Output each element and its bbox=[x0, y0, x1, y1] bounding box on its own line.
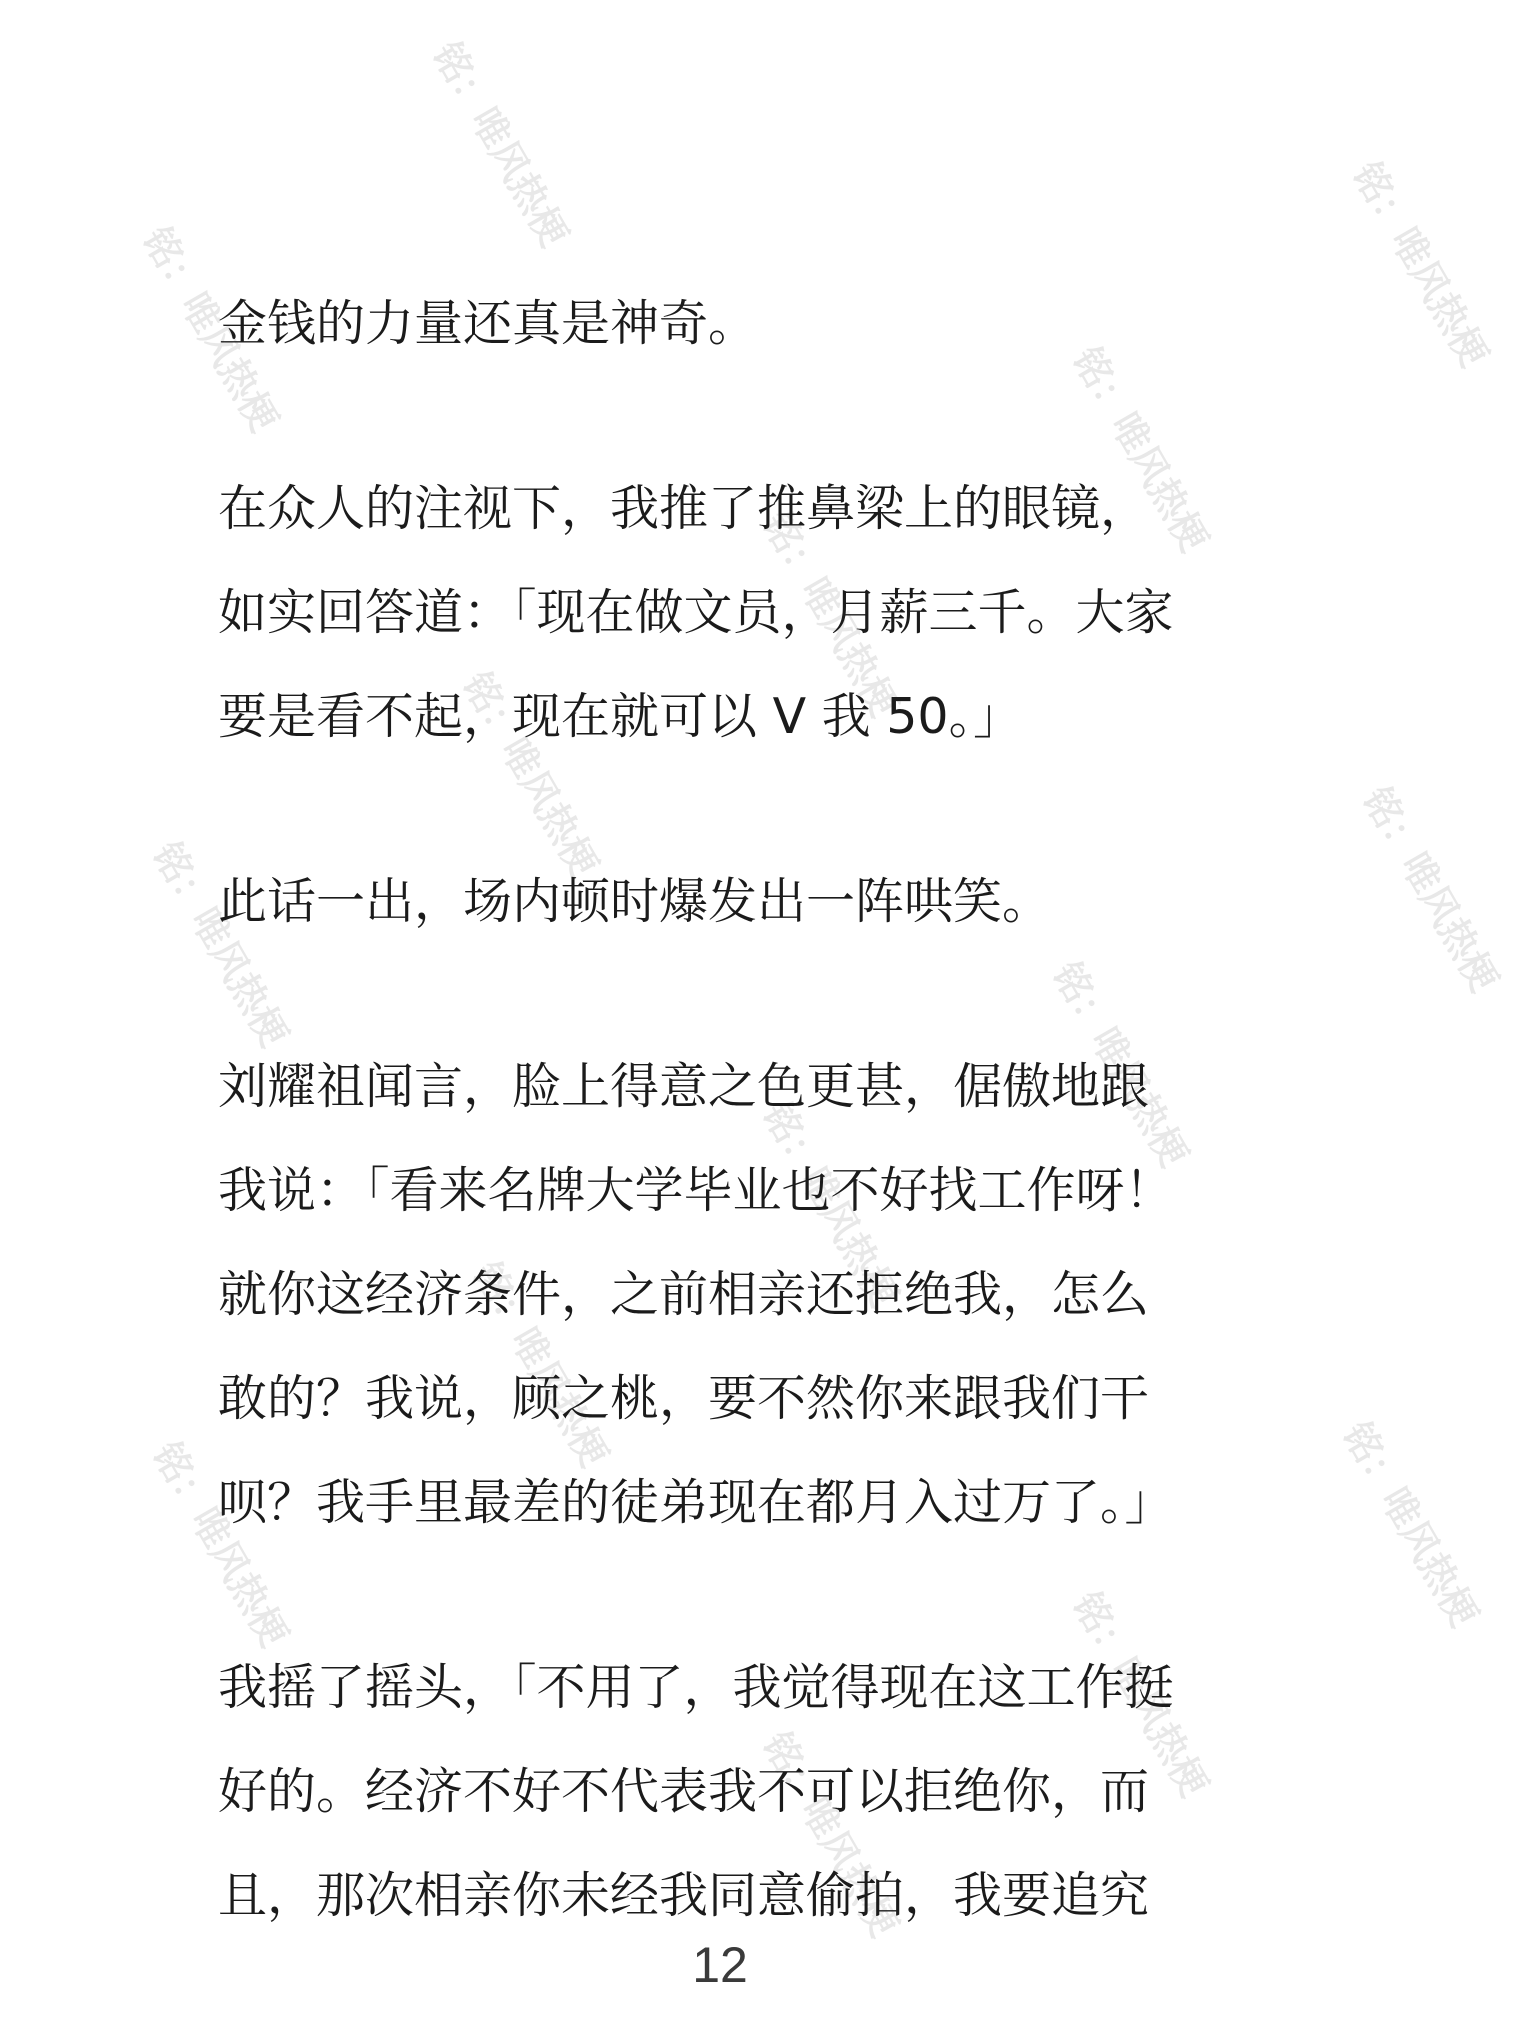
text-line: 要是看不起，现在就可以 V 我 50。」 bbox=[218, 688, 1023, 745]
text-line: 就你这经济条件，之前相亲还拒绝我，怎么 bbox=[218, 1266, 1150, 1323]
watermark: 铭：唯风热梗 bbox=[424, 34, 577, 254]
watermark: 铭：唯风热梗 bbox=[1064, 339, 1217, 559]
paragraph bbox=[218, 1636, 1222, 1948]
watermark: 铭：唯风热梗 bbox=[144, 834, 297, 1054]
watermark: 铭：唯风热梗 bbox=[754, 504, 907, 724]
watermark: 铭：唯风热梗 bbox=[1064, 1584, 1217, 1804]
watermark: 铭：唯风热梗 bbox=[1354, 779, 1507, 999]
watermark: 铭：唯风热梗 bbox=[754, 1094, 907, 1314]
text-line: 在众人的注视下，我推了推鼻梁上的眼镜， bbox=[218, 480, 1150, 537]
watermark: 铭：唯风热梗 bbox=[1044, 954, 1197, 1174]
text-line: 金钱的力量还真是神奇。 bbox=[218, 295, 758, 352]
text-line: 此话一出，场内顿时爆发出一阵哄笑。 bbox=[218, 873, 1052, 930]
watermark: 铭：唯风热梗 bbox=[1344, 154, 1497, 374]
text-line: 且，那次相亲你未经我同意偷拍，我要追究 bbox=[218, 1867, 1150, 1924]
page-number: 12 bbox=[692, 1937, 748, 1993]
text-line: 如实回答道：「现在做文员，月薪三千。大家 bbox=[218, 584, 1174, 641]
paragraph bbox=[218, 272, 1222, 376]
text-line: 刘耀祖闻言，脸上得意之色更甚，倨傲地跟 bbox=[218, 1058, 1150, 1115]
text-line: 呗？我手里最差的徒弟现在都月入过万了。」 bbox=[218, 1474, 1174, 1531]
watermark: 铭：唯风热梗 bbox=[144, 1434, 297, 1654]
watermark: 铭：唯风热梗 bbox=[1334, 1414, 1487, 1634]
paragraph bbox=[218, 457, 1222, 769]
watermark: 铭：唯风热梗 bbox=[754, 1724, 907, 1944]
text-line: 我摇了摇头，「不用了，我觉得现在这工作挺 bbox=[218, 1659, 1174, 1716]
watermark: 铭：唯风热梗 bbox=[464, 1254, 617, 1474]
paragraph bbox=[218, 1035, 1222, 1555]
watermark: 铭：唯风热梗 bbox=[134, 219, 287, 439]
paragraph bbox=[218, 850, 1222, 954]
story-text bbox=[218, 272, 1222, 2029]
text-line: 好的。经济不好不代表我不可以拒绝你，而 bbox=[218, 1763, 1150, 1820]
watermark: 铭：唯风热梗 bbox=[454, 664, 607, 884]
text-line: 我说：「看来名牌大学毕业也不好找工作呀！ bbox=[218, 1162, 1174, 1219]
text-line: 敢的？我说，顾之桃，要不然你来跟我们干 bbox=[218, 1370, 1150, 1427]
